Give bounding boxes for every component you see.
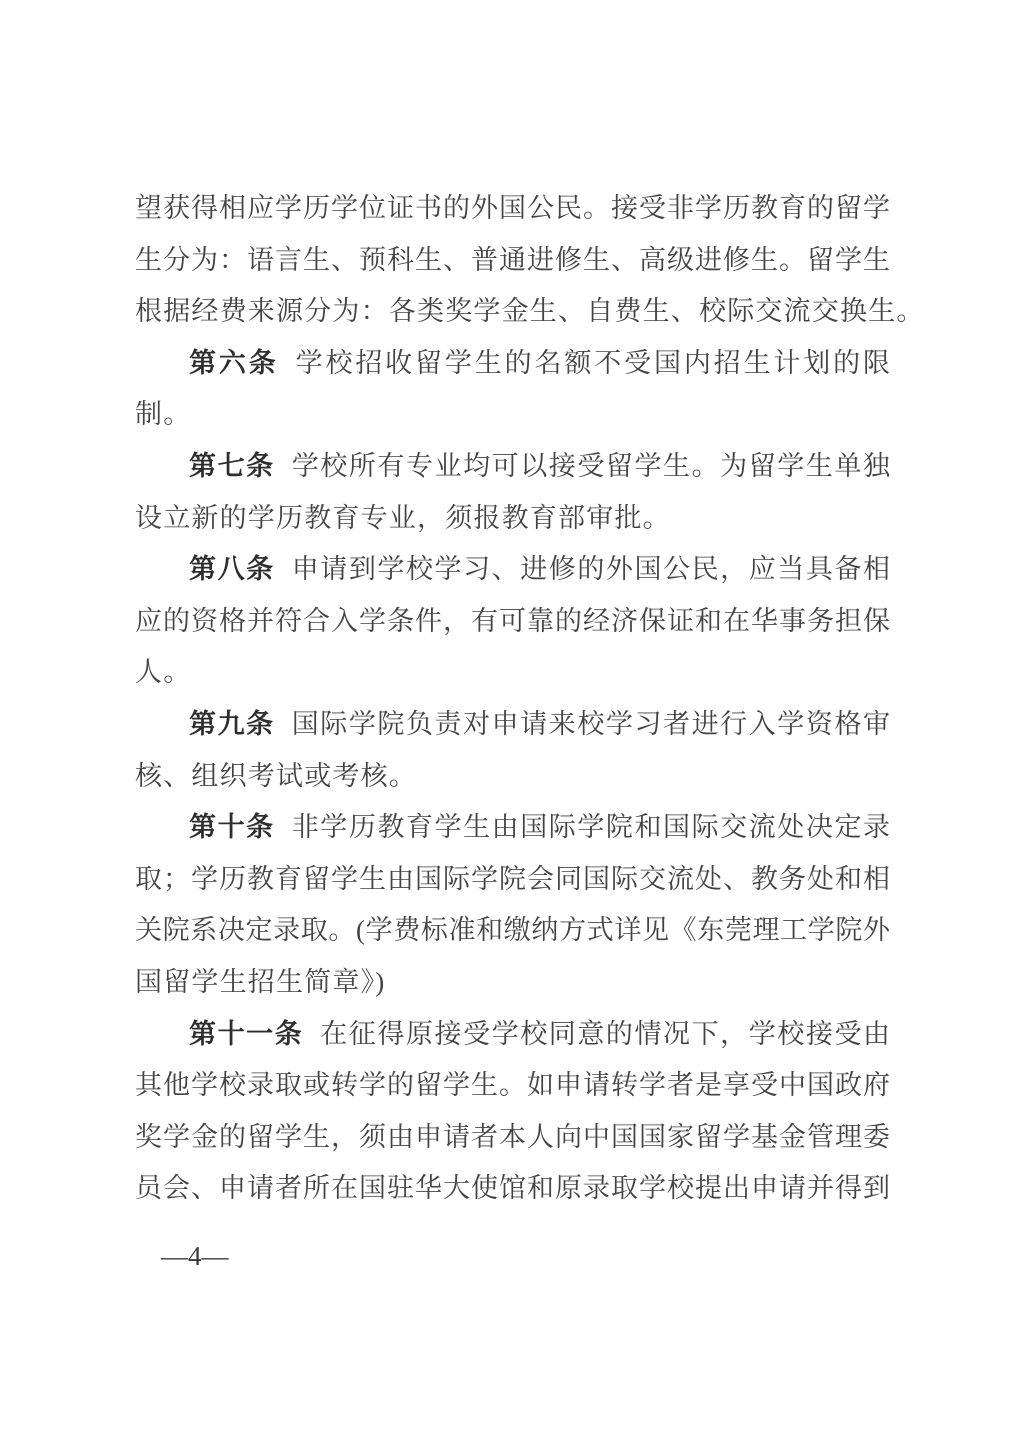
doc-line-09	[135, 596, 890, 648]
doc-line-02	[135, 235, 890, 287]
doc-line-11	[135, 699, 890, 751]
doc-line-07	[135, 493, 890, 545]
doc-line-13	[135, 802, 890, 854]
line-text: 其他学校录取或转学的留学生。如申请转学者是享受中国政府	[135, 1070, 890, 1101]
doc-line-18	[135, 1060, 890, 1112]
line-text: 学校招收留学生的名额不受国内招生计划的限	[295, 347, 891, 378]
page-number: —4—	[161, 1241, 229, 1271]
doc-line-05	[135, 389, 890, 441]
line-text: 望获得相应学历学位证书的外国公民。接受非学历教育的留学	[135, 193, 890, 223]
line-text: 人。	[135, 657, 192, 688]
doc-line-03	[135, 286, 925, 338]
clause-number-label: 第十一条	[189, 1018, 304, 1049]
doc-line-19	[135, 1112, 890, 1164]
line-text: 奖学金的留学生，须由申请者本人向中国国家留学基金管理委	[135, 1121, 890, 1152]
line-text: 国留学生招生简章》)	[135, 966, 386, 997]
doc-line-16	[135, 957, 890, 1009]
line-text: 员会、申请者所在国驻华大使馆和原录取学校提出申请并得到	[135, 1173, 890, 1204]
doc-line-01	[135, 183, 890, 235]
line-text: 设立新的学历教育专业，须报教育部审批。	[135, 502, 671, 533]
line-text: 学校所有专业均可以接受留学生。为留学生单独	[291, 450, 891, 481]
line-text: 关院系决定录取。(学费标准和缴纳方式详见《东莞理工学院外	[135, 915, 890, 946]
line-text: 生分为：语言生、预科生、普通进修生、高级进修生。留学生	[135, 244, 890, 275]
clause-number-label: 第十条	[189, 812, 275, 843]
clause-number-label: 第九条	[189, 708, 275, 739]
doc-line-04	[135, 338, 890, 390]
doc-line-15	[135, 905, 890, 957]
line-text: 核、组织考试或考核。	[135, 760, 417, 791]
clause-number-label: 第八条	[189, 554, 275, 585]
clause-number-label: 第七条	[189, 450, 275, 481]
doc-line-17	[135, 1009, 890, 1061]
line-text: 根据经费来源分为：各类奖学金生、自费生、校际交流交换生。	[135, 296, 925, 327]
line-text: 申请到学校学习、进修的外国公民，应当具备相	[291, 554, 891, 585]
doc-line-20	[135, 1163, 890, 1215]
doc-line-12	[135, 751, 890, 803]
document-text-block	[135, 183, 925, 1215]
line-text: 取；学历教育留学生由国际学院会同国际交流处、教务处和相	[135, 863, 890, 894]
line-text: 非学历教育学生由国际学院和国际交流处决定录	[291, 812, 891, 843]
line-text: 在征得原接受学校同意的情况下，学校接受由	[320, 1018, 891, 1049]
doc-line-10	[135, 647, 890, 699]
line-text: 制。	[135, 399, 192, 430]
clause-number-label: 第六条	[189, 347, 279, 378]
doc-line-06	[135, 441, 890, 493]
line-text: 国际学院负责对申请来校学习者进行入学资格审	[291, 708, 891, 739]
doc-line-08	[135, 544, 890, 596]
line-text: 应的资格并符合入学条件，有可靠的经济保证和在华事务担保	[135, 605, 890, 636]
doc-line-14	[135, 854, 890, 906]
